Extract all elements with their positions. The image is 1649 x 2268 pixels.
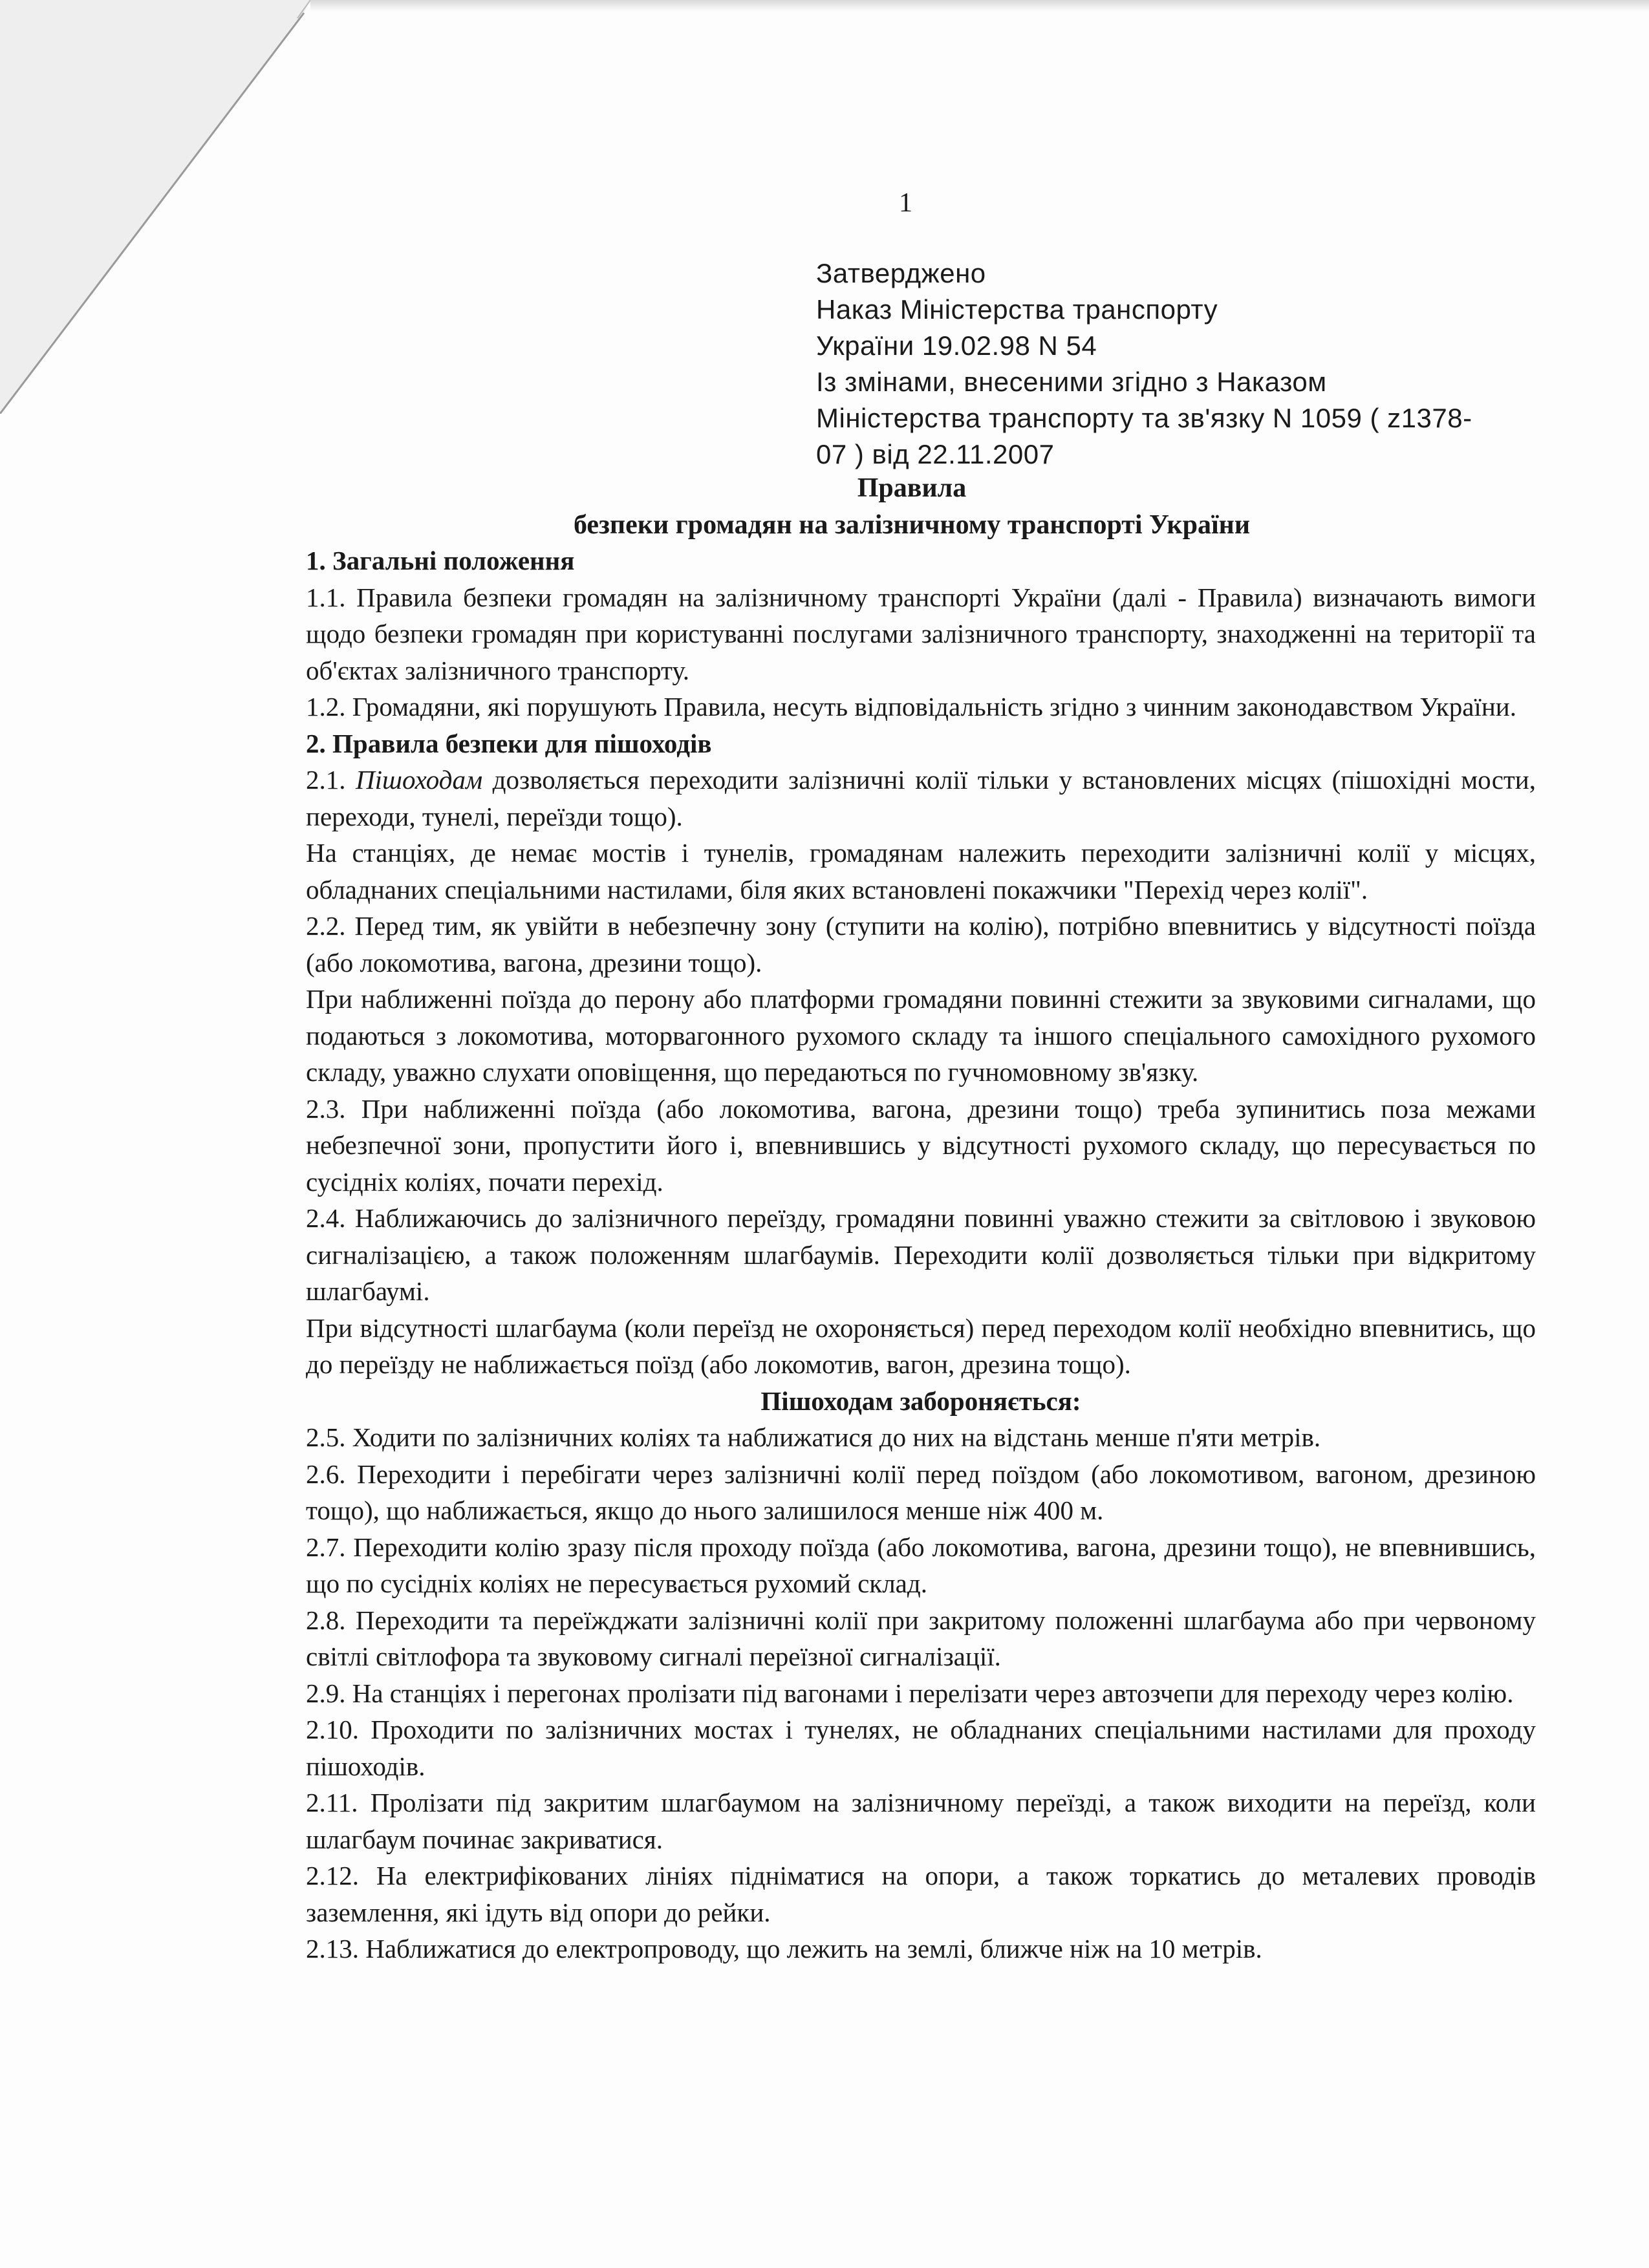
paragraph: 2.4. Наближаючись до залізничного переїзду, громадяни повинні уважно стежити за світловою і звуковою сигналізацією, а також положенням шлагбаумів. Переходити колії дозволяється тільки при відкритому шлагбаумі. [306, 1203, 1536, 1306]
paragraph: 1.2. Громадяни, які порушують Правила, несуть відповідальність згідно з чинним законодавством України. [306, 692, 1516, 722]
approval-line: України 19.02.98 N 54 [816, 330, 1097, 361]
approval-block [816, 255, 1560, 473]
section-heading: 2. Правила безпеки для пішоходів [306, 728, 712, 758]
paragraph: При наближенні поїзда до перону або платформи громадяни повинні стежити за звуковими сигналами, що подаються з локомотива, моторвагонного рухомого складу та іншого спеціального самохідного рухомого складу, уважно слухати оповіщення, що передаються по гучномовному зв'язку. [306, 984, 1536, 1087]
paragraph: 1.1. Правила безпеки громадян на залізничному транспорті України (далі - Правила) визначають вимоги щодо безпеки громадян при користуванні послугами залізничного транспорту, знаходженні на території та об'єктах залізничного транспорту. [306, 582, 1536, 685]
paragraph: 2.10. Проходити по залізничних мостах і тунелях, не обладнаних спеціальними настилами для проходу пішоходів. [306, 1715, 1536, 1781]
italic-term: Пішоходам [356, 765, 483, 795]
paragraph: 2.6. Переходити і перебігати через залізничні колії перед поїздом (або локомотивом, вагоном, дрезиною тощо), що наближається, якщо до нього залишилося менше ніж 400 м. [306, 1459, 1536, 1525]
paragraph: 2.3. При наближенні поїзда (або локомотива, вагона, дрезини тощо) треба зупинитись поза межами небезпечної зони, пропустити його і, впевнившись у відсутності рухомого складу, що пересувається по сусідніх коліях, почати перехід. [306, 1093, 1536, 1197]
approval-line: Затверджено [816, 258, 986, 288]
paragraph: 2.9. На станціях і перегонах пролізати під вагонами і перелізати через автозчепи для переходу через колію. [306, 1678, 1514, 1708]
scan-fold-shadow [0, 0, 362, 414]
paragraph: 2.7. Переходити колію зразу після проходу поїзда (або локомотива, вагона, дрезини тощо), не впевнившись, що по сусідніх коліях не пересувається рухомий склад. [306, 1532, 1536, 1598]
document-body [306, 542, 1536, 1967]
paragraph: 2.8. Переходити та переїжджати залізничні колії при закритому положенні шлагбаума або при червоному світлі світлофора та звуковому сигналі переїзної сигналізації. [306, 1605, 1536, 1671]
paragraph: 2.5. Ходити по залізничних коліях та наближатися до них на відстань менше п'яти метрів. [306, 1422, 1321, 1452]
approval-line: Міністерства транспорту та зв'язку N 1059 ( z1378- [816, 403, 1472, 433]
section-heading: 1. Загальні положення [306, 546, 575, 575]
paragraph-number: 2.1. [306, 765, 356, 795]
approval-line: Із змінами, внесеними згідно з Наказом [816, 367, 1327, 397]
paragraph: 2.13. Наближатися до електропроводу, що лежить на землі, ближче ніж на 10 метрів. [306, 1934, 1262, 1963]
paragraph: 2.12. На електрифікованих лініях підніматися на опори, а також торкатись до металевих проводів заземлення, які ідуть від опори до рейки. [306, 1861, 1536, 1927]
subsection-heading: Пішоходам забороняється: [760, 1385, 1081, 1416]
approval-line: 07 ) від 22.11.2007 [816, 439, 1055, 469]
paragraph: На станціях, де немає мостів і тунелів, громадянам належить переходити залізничні колії у місцях, обладнаних спеціальними настилами, біля яких встановлені покажчики "Перехід через колії". [306, 838, 1536, 904]
scan-top-shadow [310, 0, 1649, 12]
page-number: 1 [899, 188, 912, 218]
paragraph-text: дозволяється переходити залізничні колії тільки у встановлених місцях (пішохідні мости, переходи, тунелі, переїзди тощо). [306, 765, 1536, 831]
title-line-1: Правила [857, 473, 967, 503]
paragraph: 2.11. Пролізати під закритим шлагбаумом на залізничному переїзді, а також виходити на переїзд, коли шлагбаум починає закриватися. [306, 1788, 1536, 1854]
document-title [297, 470, 1526, 544]
approval-line: Наказ Міністерства транспорту [816, 294, 1218, 325]
title-line-2: безпеки громадян на залізничному транспорті України [573, 510, 1251, 540]
paragraph [306, 762, 1536, 835]
paragraph: При відсутності шлагбаума (коли переїзд не охороняється) перед переходом колії необхідно впевнитись, що до переїзду не наближається поїзд (або локомотив, вагон, дрезина тощо). [306, 1312, 1536, 1379]
paragraph: 2.2. Перед тим, як увійти в небезпечну зону (ступити на колію), потрібно впевнитись у відсутності поїзда (або локомотива, вагона, дрезини тощо). [306, 911, 1536, 978]
